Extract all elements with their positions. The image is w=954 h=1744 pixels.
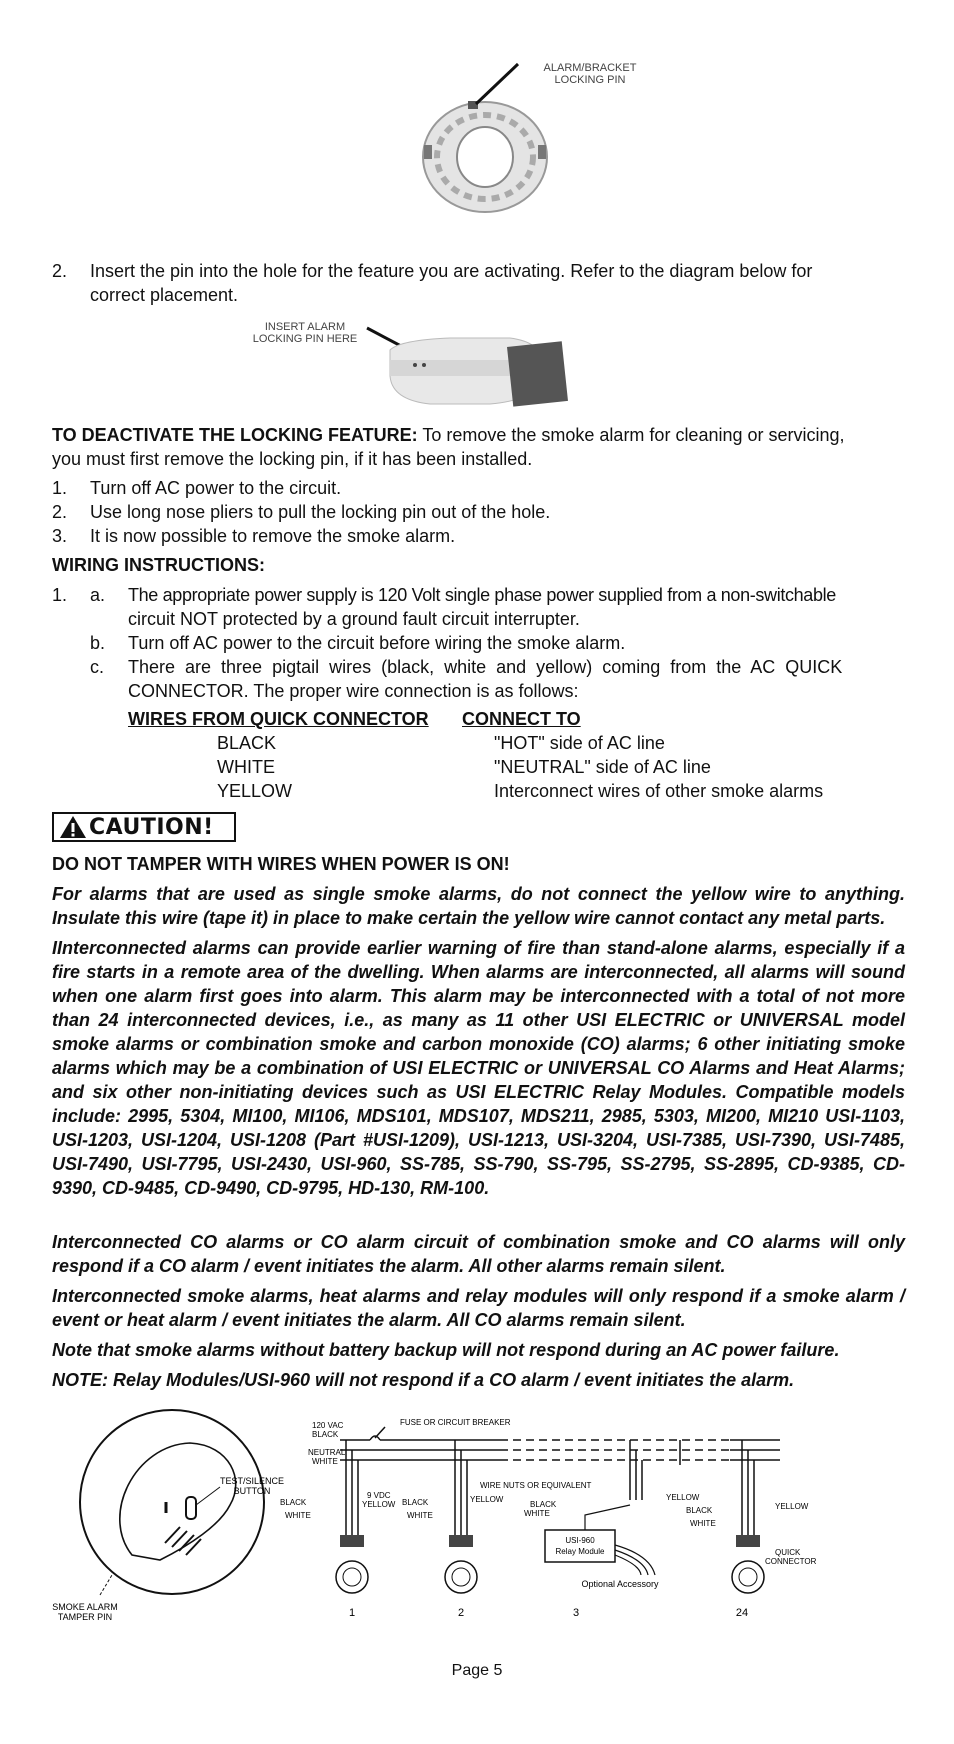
alarm-number-2: 2 bbox=[457, 1607, 465, 1619]
white-label-1: WHITE bbox=[285, 1511, 311, 1520]
quick-connector-label-1: QUICK bbox=[775, 1548, 801, 1557]
relay-module-label-1: USI-960 bbox=[565, 1536, 595, 1545]
alarm-number-24: 24 bbox=[735, 1607, 749, 1619]
vdc-label-1: 9 VDC bbox=[367, 1491, 391, 1500]
white-label-3: WHITE bbox=[524, 1509, 550, 1518]
bracket-pin-label-line2: LOCKING PIN bbox=[554, 74, 626, 86]
figure-alarm-bracket bbox=[410, 95, 560, 215]
deactivate-heading: TO DEACTIVATE THE LOCKING FEATURE: bbox=[52, 425, 418, 445]
wiring-c-line1: There are three pigtail wires (black, white and yellow) coming from the AC QUICK bbox=[128, 657, 843, 677]
alarm-unit-24 bbox=[732, 1535, 764, 1593]
wiring-a-letter: a. bbox=[90, 585, 106, 605]
black-label-3: BLACK bbox=[530, 1500, 557, 1509]
caution-badge-text: CAUTION! bbox=[89, 814, 214, 840]
wiring-a-text bbox=[128, 583, 905, 631]
quick-connector-label-2: CONNECTOR bbox=[765, 1557, 817, 1566]
bracket-pin-label bbox=[520, 62, 660, 86]
smoke-alarm-face bbox=[80, 1410, 264, 1595]
alarm-unit-1 bbox=[336, 1535, 368, 1593]
alarm-number-1: 1 bbox=[348, 1607, 356, 1619]
wiring-heading: WIRING INSTRUCTIONS: bbox=[52, 555, 265, 575]
insert-pin-label bbox=[245, 321, 365, 345]
step2-number: 2. bbox=[52, 261, 68, 281]
table-row-connect: Interconnect wires of other smoke alarms bbox=[494, 781, 824, 801]
optional-accessory-label: Optional Accessory bbox=[581, 1579, 659, 1589]
deactivate-step-number: 2. bbox=[52, 502, 68, 522]
yellow-label-2: YELLOW bbox=[666, 1493, 700, 1502]
table-row-connect: "HOT" side of AC line bbox=[494, 733, 665, 753]
table-col-wires: WIRES FROM QUICK CONNECTOR bbox=[128, 709, 429, 729]
table-row-wire: YELLOW bbox=[217, 781, 293, 801]
wiring-c-line2: CONNECTOR. The proper wire connection is as follows: bbox=[128, 681, 579, 701]
relay-module-label-2: Relay Module bbox=[555, 1547, 605, 1556]
wiring-diagram bbox=[40, 1405, 920, 1645]
step2-text-line1: Insert the pin into the hole for the feature you are activating. Refer to the diagram below for bbox=[90, 261, 813, 281]
insert-pin-label-line1: INSERT ALARM bbox=[264, 321, 346, 333]
table-col-connect: CONNECT TO bbox=[462, 709, 581, 729]
page-number: Page 5 bbox=[451, 1662, 503, 1679]
deactivate-line1 bbox=[52, 423, 905, 447]
white-label-2: WHITE bbox=[407, 1511, 433, 1520]
deactivate-step-text: It is now possible to remove the smoke alarm. bbox=[90, 526, 456, 546]
black-label-2: BLACK bbox=[402, 1498, 429, 1507]
warning-icon bbox=[58, 814, 88, 840]
tamper-pin-label-1: SMOKE ALARM bbox=[52, 1602, 118, 1612]
caution-paragraph-1: For alarms that are used as single smoke alarms, do not connect the yellow wire to anything. Insulate this wire (tape it) in place to make certain the yellow wire cannot contact any metal parts. bbox=[52, 884, 905, 928]
fuse-label: FUSE OR CIRCUIT BREAKER bbox=[400, 1418, 511, 1427]
caution-paragraph-4: Interconnected smoke alarms, heat alarms and relay modules will only respond if a smoke alarm / event or heat alarm / event initiates the alarm. All CO alarms remain silent. bbox=[52, 1286, 905, 1330]
caution-paragraph-2: IInterconnected alarms can provide earlier warning of fire than stand-alone alarms, especially if a fire starts in a remote area of the dwelling. When alarms are interconnected, all alarms will sound when one alarm first goes into alarm. This alarm may be interconnected with a total of not more than 24 interconnected devices, i.e., as many as 11 other USI ELECTRIC or UNIVERSAL model smoke alarms or combination smoke and carbon monoxide (CO) alarms; 6 other initiating smoke alarms which may be a combination of USI ELECTRIC or UNIVERSAL CO Alarms and Heat Alarms; and six other non-initiating devices such as USI ELECTRIC Relay Modules. Compatible models include: 2995, 5304, MI100, MI106, MDS101, MDS107, MDS211, 2985, 5303, MI200, MI210 USI-1103, USI-1203, USI-1204, USI-1208 (Part #USI-1209), USI-1213, USI-3204, USI-7385, USI-7390, USI-7485, USI-7490, USI-7795, USI-2430, USI-960, SS-785, SS-790, SS-795, SS-2795, SS-2895, CD-9385, CD-9390, CD-9485, CD-9490, CD-9795, HD-130, RM-100. bbox=[52, 938, 905, 1198]
relay-module-box bbox=[545, 1530, 615, 1562]
step2-text-line2: correct placement. bbox=[90, 285, 239, 305]
neutral-label-2: WHITE bbox=[312, 1457, 338, 1466]
wiring-step-number: 1. bbox=[52, 585, 68, 605]
table-row-wire: BLACK bbox=[217, 733, 277, 753]
caution-paragraph-3: Interconnected CO alarms or CO alarm circuit of combination smoke and CO alarms will only respond if a CO alarm / event initiates the alarm. All other alarms remain silent. bbox=[52, 1232, 905, 1276]
vac-label-1: 120 VAC bbox=[312, 1421, 344, 1430]
wiring-b-letter: b. bbox=[90, 633, 106, 653]
step2-text bbox=[90, 259, 905, 307]
black-label-4: BLACK bbox=[686, 1506, 713, 1515]
deactivate-text-line2: you must first remove the locking pin, if it has been installed. bbox=[52, 449, 533, 469]
wiring-c-text bbox=[128, 655, 905, 703]
caution-headline: DO NOT TAMPER WITH WIRES WHEN POWER IS ON! bbox=[52, 854, 510, 874]
neutral-label-1: NEUTRAL bbox=[308, 1448, 346, 1457]
vac-label-2: BLACK bbox=[312, 1430, 339, 1439]
yellow-label-3: YELLOW bbox=[775, 1502, 809, 1511]
white-label-4: WHITE bbox=[690, 1519, 716, 1528]
deactivate-text-line1: To remove the smoke alarm for cleaning or servicing, bbox=[417, 425, 845, 445]
table-row-connect: "NEUTRAL" side of AC line bbox=[494, 757, 711, 777]
wiring-b-text: Turn off AC power to the circuit before wiring the smoke alarm. bbox=[128, 633, 626, 653]
deactivate-step-text: Turn off AC power to the circuit. bbox=[90, 478, 342, 498]
black-label-1: BLACK bbox=[280, 1498, 307, 1507]
alarm-number-3: 3 bbox=[572, 1607, 580, 1619]
deactivate-step-text: Use long nose pliers to pull the locking pin out of the hole. bbox=[90, 502, 551, 522]
yellow-label-1: YELLOW bbox=[470, 1495, 504, 1504]
wiring-a-line2: circuit NOT protected by a ground fault circuit interrupter. bbox=[128, 609, 580, 629]
alarm-bracket-image bbox=[410, 95, 560, 215]
bracket-pin-label-line1: ALARM/BRACKET bbox=[543, 62, 637, 74]
test-button-icon bbox=[186, 1497, 196, 1519]
deactivate-step-number: 1. bbox=[52, 478, 68, 498]
deactivate-paragraph bbox=[52, 423, 905, 471]
vdc-label-2: YELLOW bbox=[362, 1500, 396, 1509]
test-silence-label-1: TEST/SILENCE bbox=[219, 1476, 285, 1486]
wiring-a-line1: The appropriate power supply is 120 Volt single phase power supplied from a non-switchable bbox=[128, 585, 836, 605]
caution-paragraph-6: NOTE: Relay Modules/USI-960 will not respond if a CO alarm / event initiates the alarm. bbox=[52, 1370, 795, 1390]
insert-pin-label-line2: LOCKING PIN HERE bbox=[252, 333, 358, 345]
deactivate-step-number: 3. bbox=[52, 526, 68, 546]
bracket-leader-line bbox=[470, 60, 520, 110]
insert-pin-figure bbox=[360, 320, 570, 410]
tamper-pin-label-2: TAMPER PIN bbox=[57, 1612, 113, 1622]
wiring-c-letter: c. bbox=[90, 657, 105, 677]
caution-paragraph-5: Note that smoke alarms without battery backup will not respond during an AC power failure. bbox=[52, 1340, 840, 1360]
wire-nuts-label: WIRE NUTS OR EQUIVALENT bbox=[480, 1481, 592, 1490]
table-row-wire: WHITE bbox=[217, 757, 275, 777]
caution-badge bbox=[52, 812, 236, 842]
test-silence-label-2: BUTTON bbox=[233, 1486, 271, 1496]
alarm-unit-2 bbox=[445, 1535, 477, 1593]
